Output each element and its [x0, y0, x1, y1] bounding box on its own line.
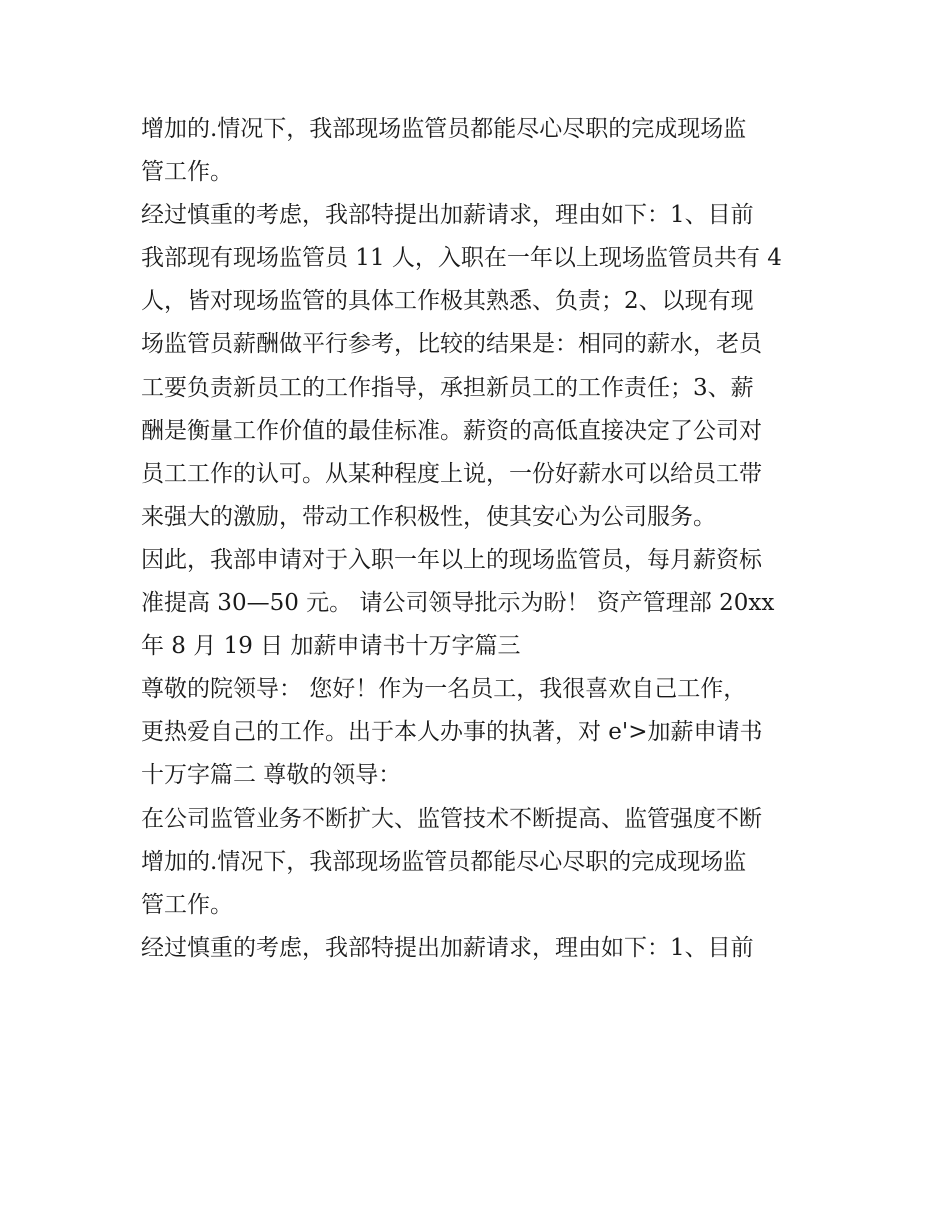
text-line: 员工工作的认可。从某种程度上说，一份好薪水可以给员工带	[141, 460, 762, 487]
text-line: 经过慎重的考虑，我部特提出加薪请求，理由如下：1、目前	[141, 202, 754, 229]
text-line: 人，皆对现场监管的具体工作极其熟悉、负责；2、以现有现	[141, 288, 754, 315]
text-line: 管工作。	[141, 891, 233, 918]
document-body	[141, 108, 821, 970]
text-line: 增加的.情况下，我部现场监管员都能尽心尽职的完成现场监	[141, 848, 747, 875]
text-line: 因此，我部申请对于入职一年以上的现场监管员，每月薪资标	[141, 546, 762, 573]
text-line: 酬是衡量工作价值的最佳标准。薪资的高低直接决定了公司对	[141, 417, 762, 444]
text-line: 工要负责新员工的工作指导，承担新员工的工作责任；3、薪	[141, 374, 754, 401]
text-line: 更热爱自己的工作。出于本人办事的执著，对 e'>加薪申请书	[141, 719, 763, 746]
text-line: 经过慎重的考虑，我部特提出加薪请求，理由如下：1、目前	[141, 934, 754, 961]
text-line: 年 8 月 19 日 加薪申请书十万字篇三	[141, 633, 521, 660]
text-line: 来强大的激励，带动工作积极性，使其安心为公司服务。	[141, 503, 716, 530]
text-line: 管工作。	[141, 159, 233, 186]
text-line: 增加的.情况下，我部现场监管员都能尽心尽职的完成现场监	[141, 116, 747, 142]
text-line: 我部现有现场监管员 11 人，入职在一年以上现场监管员共有 4	[141, 245, 782, 272]
text-line: 准提高 30—50 元。 请公司领导批示为盼！ 资产管理部 20xx	[141, 590, 775, 617]
text-line: 十万字篇二 尊敬的领导：	[141, 762, 402, 789]
text-line: 场监管员薪酬做平行参考，比较的结果是：相同的薪水，老员	[141, 331, 762, 358]
text-line: 在公司监管业务不断扩大、监管技术不断提高、监管强度不断	[141, 805, 762, 832]
text-line: 尊敬的院领导： 您好！作为一名员工，我很喜欢自己工作，	[141, 676, 747, 703]
